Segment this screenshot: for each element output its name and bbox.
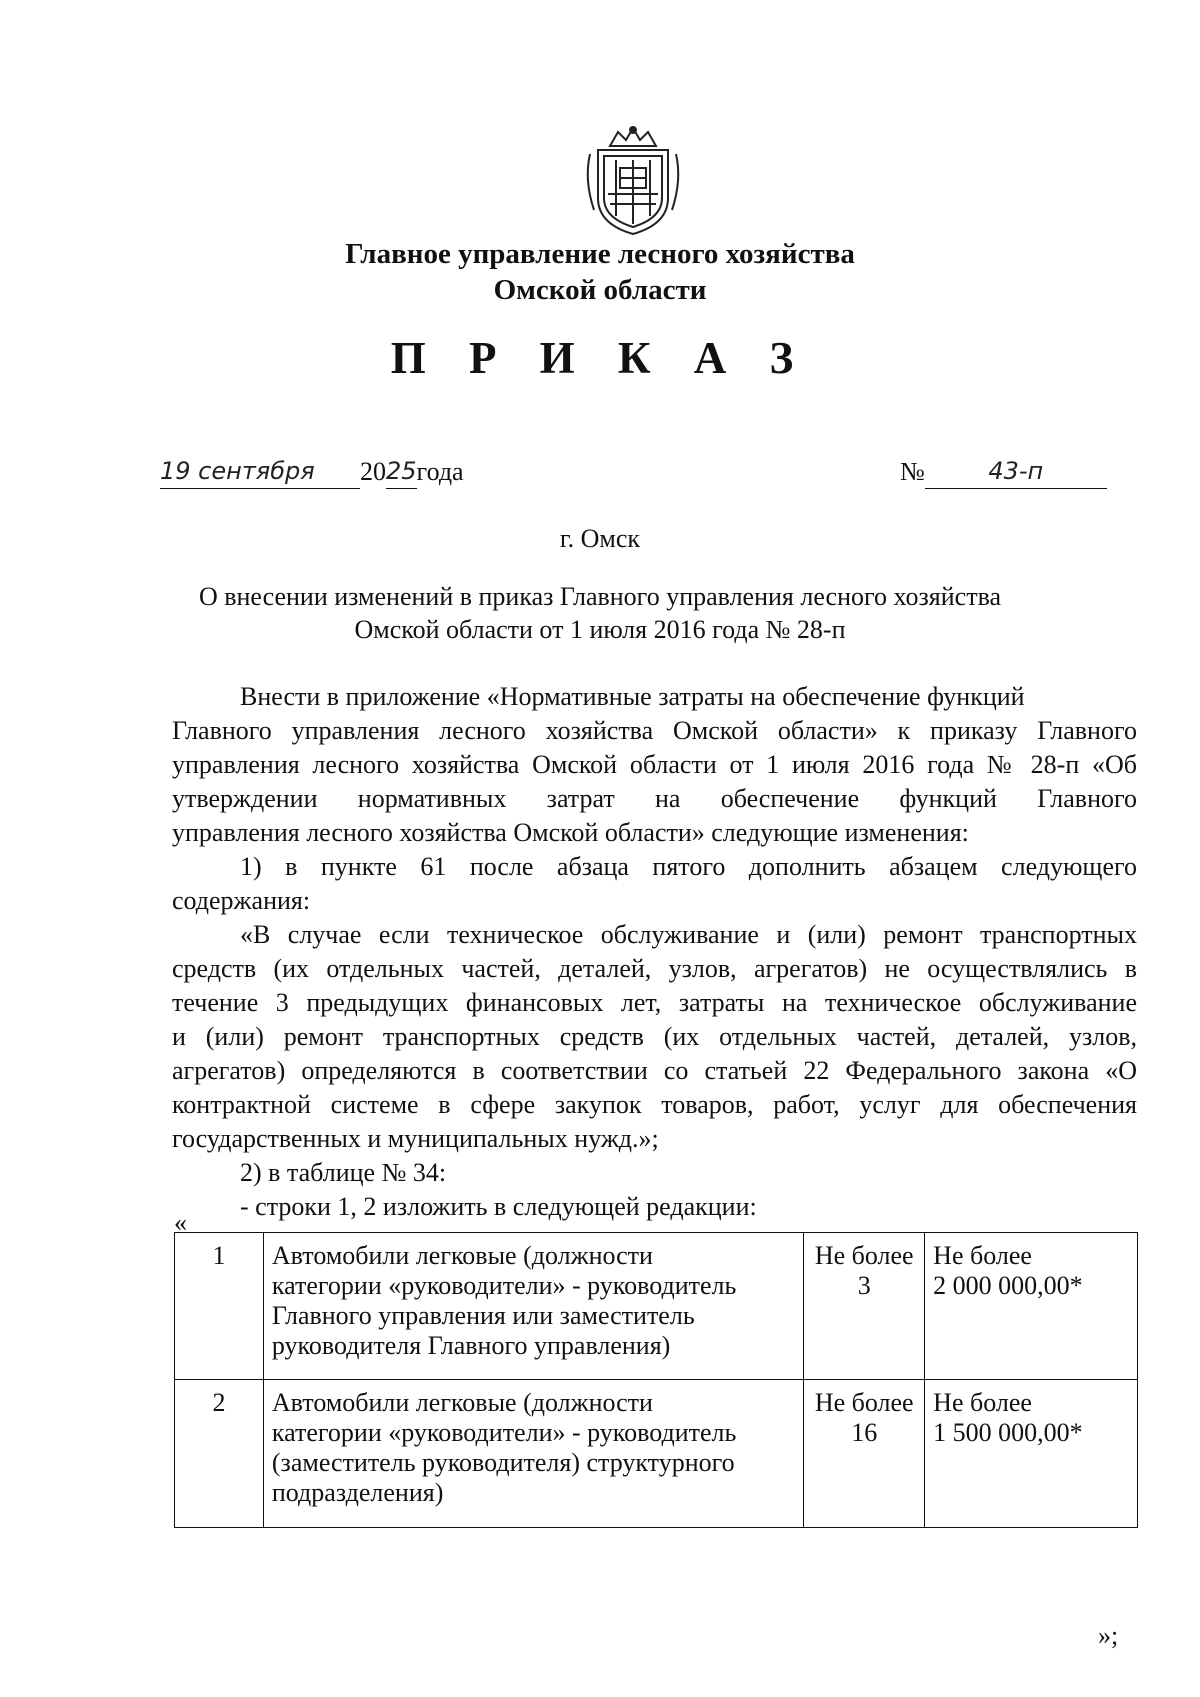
price-line: 1 500 000,00* (933, 1418, 1083, 1447)
row-quantity (804, 1233, 925, 1380)
quantity-line: 16 (851, 1418, 878, 1447)
quantity-line: Не более (814, 1241, 914, 1270)
price-line: Не более (933, 1241, 1032, 1270)
paragraph-line: утверждении нормативных затрат на обеспечение функций Главного (172, 784, 1137, 813)
year-prefix: 20 (360, 457, 386, 486)
subject-line: О внесении изменений в приказ Главного управления лесного хозяйства (198, 582, 1002, 611)
description-line: подразделения) (271, 1478, 444, 1507)
table-close-quote: »; (1098, 1621, 1119, 1650)
year-suffix: года (416, 457, 464, 486)
paragraph-line: средств (их отдельных частей, деталей, узлов, агрегатов) не осуществлялись в (172, 954, 1137, 983)
row-number: 1 (175, 1233, 264, 1380)
description-line: руководителя Главного управления) (271, 1331, 671, 1360)
table-row (175, 1233, 1138, 1380)
order-number (900, 454, 1107, 489)
row-price (925, 1233, 1138, 1380)
row-price (925, 1380, 1138, 1528)
paragraph-line: течение 3 предыдущих финансовых лет, затраты на техническое обслуживание (172, 988, 1137, 1017)
description-line: категории «руководители» - руководитель (271, 1271, 737, 1300)
table-row (175, 1380, 1138, 1528)
paragraph-line: - строки 1, 2 изложить в следующей редакции: (240, 1192, 757, 1221)
paragraph-line: 2) в таблице № 34: (240, 1158, 447, 1187)
paragraph-line: содержания: (172, 886, 311, 915)
row-description (263, 1380, 803, 1528)
subject-line: Омской области от 1 июля 2016 года № 28-п (354, 615, 846, 644)
paragraph-line: «В случае если техническое обслуживание и (или) ремонт транспортных (240, 920, 1137, 949)
paragraph-line: управления лесного хозяйства Омской области» следующие изменения: (172, 818, 969, 847)
row-description (263, 1233, 803, 1380)
document-type-title: П Р И К А З (390, 333, 810, 383)
row-number: 2 (175, 1380, 264, 1528)
quantity-line: 3 (857, 1271, 871, 1300)
number-label: № (900, 457, 925, 486)
number-handwritten: 43-п (925, 454, 1107, 489)
description-line: Главного управления или заместитель (271, 1301, 695, 1330)
paragraph-line: и (или) ремонт транспортных средств (их отдельных частей, деталей, узлов, (172, 1022, 1137, 1051)
paragraph-line: Внести в приложение «Нормативные затраты на обеспечение функций (240, 682, 1025, 711)
order-date (160, 454, 464, 489)
description-line: (заместитель руководителя) структурного (271, 1448, 735, 1477)
paragraph-line: 1) в пункте 61 после абзаца пятого дополнить абзацем следующего (240, 852, 1137, 881)
description-line: Автомобили легковые (должности (271, 1388, 653, 1417)
paragraph-line: агрегатов) определяются в соответствии со статьей 22 Федерального закона «О (172, 1056, 1137, 1085)
coat-of-arms-icon (580, 120, 686, 238)
paragraph-line: контрактной системе в сфере закупок товаров, работ, услуг для обеспечения (172, 1090, 1137, 1119)
paragraph-line: государственных и муниципальных нужд.»; (172, 1124, 659, 1153)
paragraph-line: управления лесного хозяйства Омской области от 1 июля 2016 года № 28-п «Об (172, 750, 1137, 779)
description-line: категории «руководители» - руководитель (271, 1418, 737, 1447)
norms-table (174, 1232, 1138, 1528)
date-handwritten: 19 сентября (160, 454, 360, 489)
organization-region: Омской области (493, 274, 707, 306)
paragraph-line: Главного управления лесного хозяйства Омской области» к приказу Главного (172, 716, 1137, 745)
price-line: 2 000 000,00* (933, 1271, 1083, 1300)
city: г. Омск (559, 524, 641, 553)
description-line: Автомобили легковые (должности (271, 1241, 653, 1270)
row-quantity (804, 1380, 925, 1528)
quantity-line: Не более (814, 1388, 914, 1417)
order-subject (0, 580, 1200, 646)
price-line: Не более (933, 1388, 1032, 1417)
table-open-quote: « (174, 1208, 187, 1237)
organization-name: Главное управление лесного хозяйства (345, 238, 855, 270)
year-handwritten: 25 (386, 454, 417, 489)
